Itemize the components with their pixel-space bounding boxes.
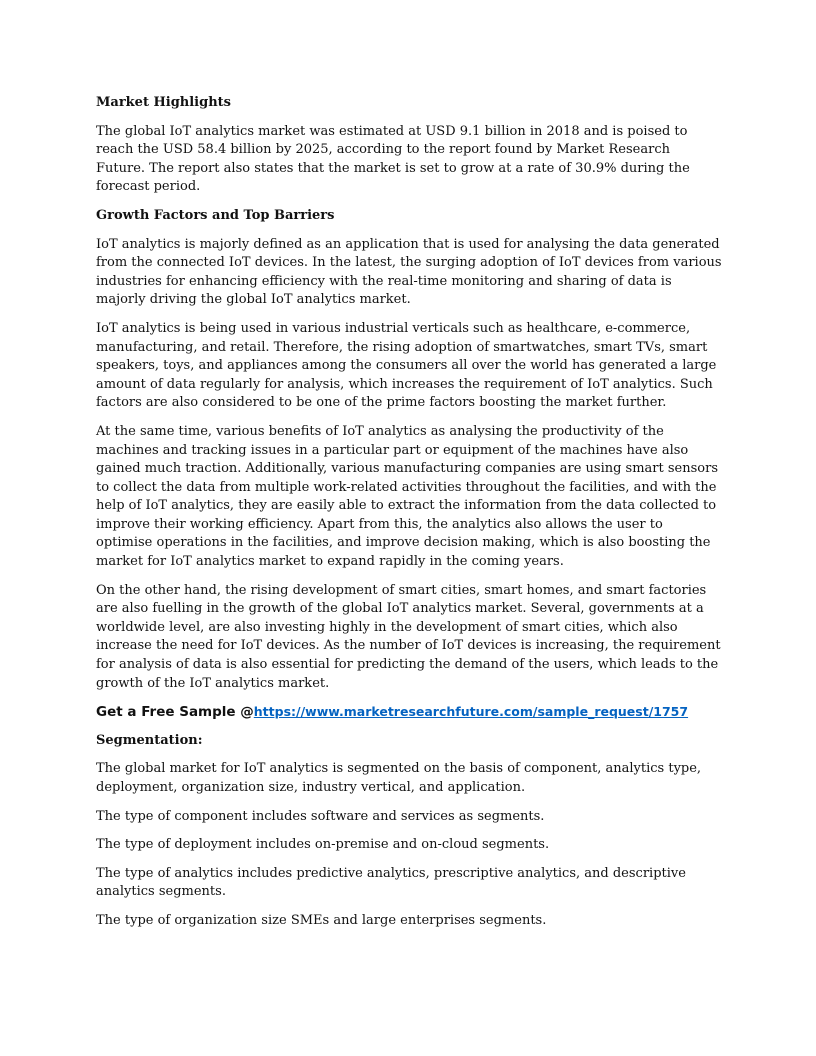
growth-factors-paragraph-3: At the same time, various benefits of IoT analytics as analysing the productivity of the machines and tracking issues in a particular part or equipment of the machines have also gained much traction. Additionally, various manufacturing companies are using smart sensors to collect the data from multiple work-related activities throughout the facilities, and with the help of IoT analytics, they are easily able to extract the information from the data collected to improve their working efficiency. Apart from this, the analytics also allows the user to optimise operations in the facilities, and improve decision making, which is also boosting the market for IoT analytics market to expand rapidly in the coming years. [96,423,718,570]
sample-request-link[interactable]: https://www.marketresearchfuture.com/sample_request/1757 [253,704,689,720]
growth-factors-paragraph-2: IoT analytics is being used in various industrial verticals such as healthcare, e-commerce, manufacturing, and retail. Therefore, the rising adoption of smartwatches, smart TVs, smart speakers, toys, and appliances among the consumers all over the world has generated a large amount of data regularly for analysis, which increases the requirement of IoT analytics. Such factors are also considered to be one of the prime factors boosting the market further. [96,320,717,411]
document-page [96,94,722,941]
free-sample-line [96,703,722,722]
market-highlights-paragraph: The global IoT analytics market was estimated at USD 9.1 billion in 2018 and is poised to reach the USD 58.4 billion by 2025, according to the report found by Market Research Future. The report also states that the market is set to grow at a rate of 30.9% during the forecast period. [96,123,690,195]
segmentation-paragraph-5: The type of organization size SMEs and large enterprises segments. [96,912,547,928]
segmentation-heading: Segmentation: [96,732,203,748]
market-highlights-heading: Market Highlights [96,95,231,110]
segmentation-paragraph-1: The global market for IoT analytics is segmented on the basis of component, analytics type, deployment, organization size, industry vertical, and application. [96,761,702,795]
growth-factors-paragraph-1: IoT analytics is majorly defined as an application that is used for analysing the data generated from the connected IoT devices. In the latest, the surging adoption of IoT devices from various industries for enhancing efficiency with the real-time monitoring and sharing of data is majorly driving the global IoT analytics market. [96,236,722,308]
segmentation-paragraph-4: The type of analytics includes predictive analytics, prescriptive analytics, and descriptive analytics segments. [96,865,686,900]
segmentation-paragraph-3: The type of deployment includes on-premise and on-cloud segments. [96,837,550,853]
segmentation-paragraph-2: The type of component includes software and services as segments. [96,808,545,824]
free-sample-label: Get a Free Sample @ [96,704,254,721]
growth-factors-heading: Growth Factors and Top Barriers [96,207,335,223]
growth-factors-paragraph-4: On the other hand, the rising development of smart cities, smart homes, and smart factories are also fuelling in the growth of the global IoT analytics market. Several, governments at a worldwide level, are also investing highly in the development of smart cities, which also increase the need for IoT devices. As the number of IoT devices is increasing, the requirement for analysis of data is also essential for predicting the demand of the users, which leads to the growth of the IoT analytics market. [96,582,721,691]
